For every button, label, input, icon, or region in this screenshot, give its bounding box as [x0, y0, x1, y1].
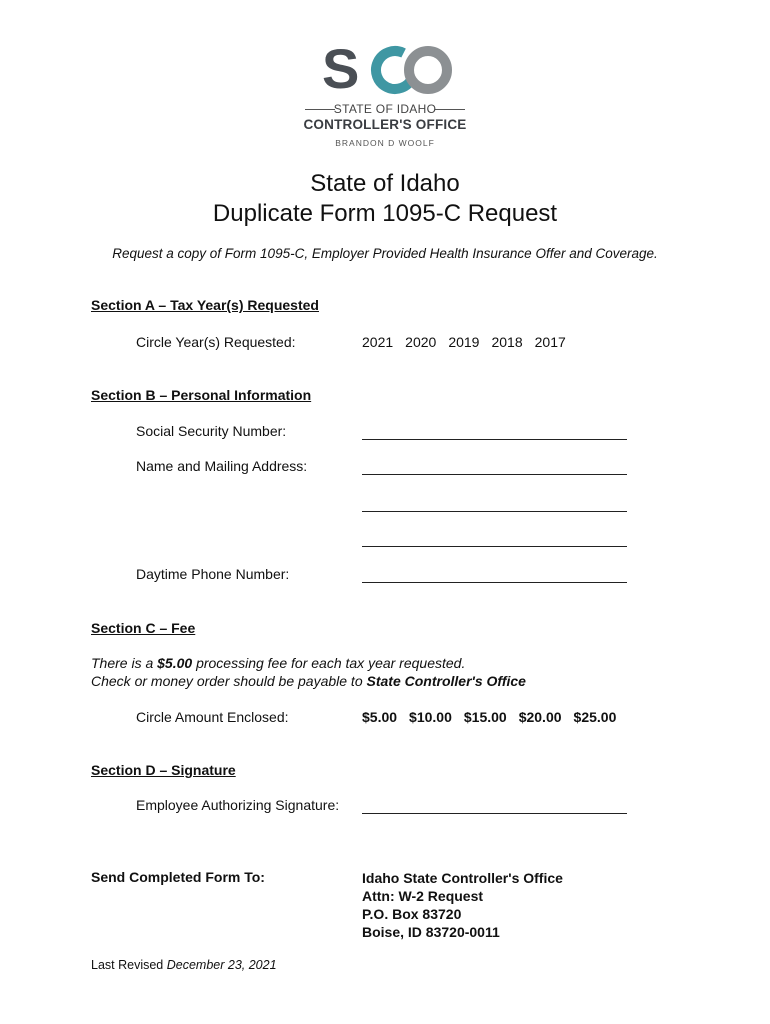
page-title-line1: State of Idaho — [310, 170, 460, 197]
sco-logo — [300, 42, 470, 150]
year-options — [362, 334, 578, 350]
send-to-label: Send Completed Form To: — [91, 869, 265, 885]
amount-option[interactable]: $10.00 — [409, 709, 452, 725]
logo-name-text: BRANDON D WOOLF — [335, 138, 435, 148]
logo-letter-s: S — [322, 42, 360, 100]
section-c-heading: Section C – Fee — [91, 620, 196, 636]
year-option[interactable]: 2020 — [405, 334, 437, 350]
logo-office-text: CONTROLLER'S OFFICE — [303, 117, 467, 132]
address-line: Attn: W-2 Request — [362, 888, 484, 904]
logo-state-text: STATE OF IDAHO — [333, 102, 437, 116]
circle-years-label: Circle Year(s) Requested: — [136, 334, 296, 350]
address-field-line-1[interactable] — [362, 474, 627, 475]
section-a-heading: Section A – Tax Year(s) Requested — [91, 297, 319, 313]
address-line: Boise, ID 83720-0011 — [362, 924, 500, 940]
fee-note-line2 — [91, 673, 526, 689]
revised-prefix: Last Revised — [91, 958, 167, 972]
ssn-field[interactable] — [362, 439, 627, 440]
address-field-line-2[interactable] — [362, 511, 627, 512]
amount-label: Circle Amount Enclosed: — [136, 709, 289, 725]
fee-note-text: processing fee for each tax year requested. — [192, 655, 466, 671]
amount-option[interactable]: $20.00 — [518, 709, 562, 725]
address-line: P.O. Box 83720 — [362, 906, 462, 922]
ssn-label: Social Security Number: — [136, 423, 287, 439]
signature-field[interactable] — [362, 813, 627, 814]
payee-name: State Controller's Office — [366, 673, 526, 689]
amount-option[interactable]: $5.00 — [362, 709, 398, 725]
fee-amount: $5.00 — [157, 655, 193, 671]
year-option[interactable]: 2017 — [534, 334, 566, 350]
logo-letter-o — [409, 51, 447, 89]
page-title-line2: Duplicate Form 1095-C Request — [212, 200, 558, 227]
signature-label: Employee Authorizing Signature: — [136, 797, 340, 813]
last-revised — [91, 958, 277, 972]
page-subtitle: Request a copy of Form 1095-C, Employer Provided Health Insurance Offer and Coverage. — [112, 246, 658, 261]
address-label: Name and Mailing Address: — [136, 458, 308, 474]
address-field-line-3[interactable] — [362, 546, 627, 547]
phone-label: Daytime Phone Number: — [136, 566, 290, 582]
section-d-heading: Section D – Signature — [91, 762, 236, 778]
amount-option[interactable]: $15.00 — [463, 709, 507, 725]
revised-date: December 23, 2021 — [166, 958, 277, 972]
mailing-address — [362, 869, 563, 941]
phone-field[interactable] — [362, 582, 627, 583]
year-option[interactable]: 2018 — [491, 334, 523, 350]
payable-note-text: Check or money order should be payable to — [91, 673, 367, 689]
amount-option[interactable]: $25.00 — [573, 709, 617, 725]
year-option[interactable]: 2019 — [448, 334, 480, 350]
address-line: Idaho State Controller's Office — [362, 870, 563, 886]
section-b-heading: Section B – Personal Information — [91, 387, 312, 403]
fee-note-line1 — [91, 655, 465, 671]
year-option[interactable]: 2021 — [362, 334, 394, 350]
amount-options — [362, 709, 628, 725]
fee-note-text: There is a — [91, 655, 158, 671]
